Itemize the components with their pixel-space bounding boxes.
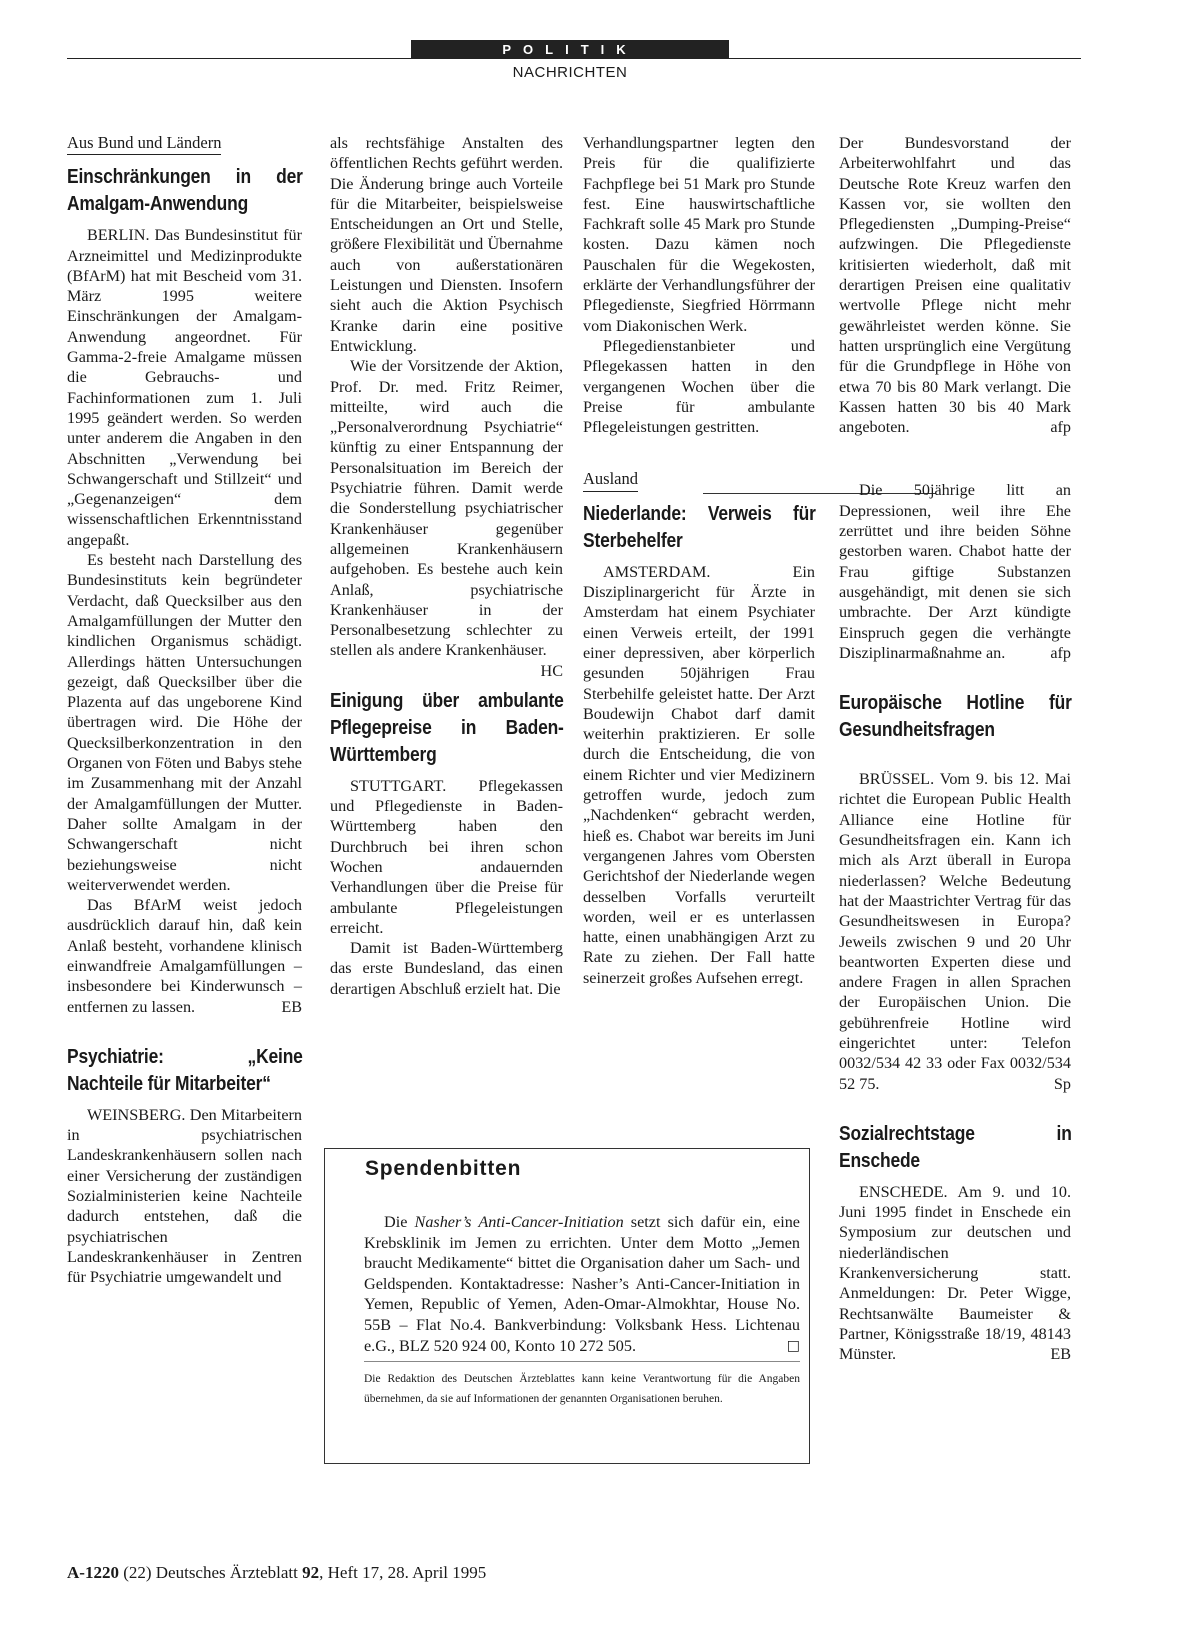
end-mark: □ [786, 1337, 800, 1354]
headline-pflegepreise: Einigung über ambulante Pflegepreise in Baden-Württemberg [330, 688, 564, 766]
kicker-bund-laender: Aus Bund und Ländern [67, 133, 221, 155]
paragraph-text: Das BfArM weist jedoch ausdrücklich darauf hin, daß kein Anlaß besteht, vorhandene klinisch einwandfreie Amalgamfüllungen – insbesondere bei Kinderwunsch – entfernen zu lassen. [67, 896, 302, 1016]
donation-box-divider [364, 1361, 800, 1362]
paragraph: als rechtsfähige Anstalten des öffentlichen Rechts geführt werden. Die Änderung bringe auch Vorteile für die Mitarbeiter, beispielsweise Entscheidungen an Ort und Stelle, größere Flexibilität und Übernahme auch von außerstationären Leistungen und Diensten. Insofern sieht auch die Aktion Psychisch Kranke darin eine positive Entwicklung. [330, 134, 563, 355]
section-banner: POLITIK [411, 40, 729, 59]
donation-text [364, 1212, 800, 1356]
paragraph: WEINSBERG. Den Mitarbeitern in psychiatrischen Landeskrankenhäusern sollen nach einer Versicherung der zuständigen Sozialministerien keine Nachteile dadurch entstehen, daß die psychiatrischen Landeskrankenhäuser in Zentren für Psychiatrie umgewandelt und [67, 1105, 302, 1287]
paragraph: Pflegedienstanbieter und Pflegekassen hatten in den vergangenen Wochen über die Preise für ambulante Pflegeleistungen gestritten. [583, 336, 815, 437]
headline-sozialrechtstage: Sozialrechtstage in Enschede [839, 1121, 1072, 1172]
headline-niederlande: Niederlande: Verweis für Sterbehelfer [583, 501, 816, 552]
editorial-disclaimer: Die Redaktion des Deutschen Ärzteblattes kann keine Verantwortung für die Angaben übernehmen, da sie auf Informationen der genannten Organisationen beruhen. [364, 1373, 800, 1405]
paragraph-text: Die 50jährige litt an Depressionen, weil ihre Ehe zerrüttet und ihre beiden Söhne gestorben waren. Chabot hatte der Frau giftige Substanzen ausgehändigt, mit denen sie sich umbrachte. Der Arzt kündigte Einspruch gegen die verhängte Disziplinarmaßnahme an. [839, 481, 1071, 662]
paragraph-text: Wie der Vorsitzende der Aktion, Prof. Dr. med. Fritz Reimer, mitteilte, wird auch die „Personalverordnung Psychiatrie“ künftig zu einer Entspannung der Personalsituation im Bereich der Psychiatrie führen. Damit werde die Sonderstellung psychiatrischer Krankenhäuser gegenüber allgemeinen Krankenhäusern aufgehoben. Es bestehe auch kein Anlaß, psychiatrische Krankenhäuser in der Personalbesetzung schlechter zu stellen als andere Krankenhäuser. [330, 357, 563, 660]
author-signature: HC [540, 661, 563, 680]
headline-amalgam: Einschränkungen in der Amalgam-Anwendung [67, 165, 303, 216]
paragraph [67, 895, 302, 1017]
donation-text-pre: Die [384, 1213, 415, 1231]
paragraph: STUTTGART. Pflegekassen und Pflegedienste in Baden-Württemberg haben den Durchbruch bei ihren schon Wochen andauernden Verhandlungen über die Preise für ambulante Pflegeleistungen erreicht. [330, 776, 563, 937]
author-signature: EB [281, 997, 302, 1016]
page-number: A-1220 [67, 1563, 119, 1582]
donation-box-title: Spendenbitten [365, 1157, 522, 1180]
column-2 [330, 133, 563, 999]
paragraph: BERLIN. Das Bundesinstitut für Arzneimittel und Medizinprodukte (BfArM) hat mit Bescheid vom 31. März 1995 weitere Einschränkungen der Amalgam-Anwendung angeordnet. Für Gamma-2-freie Amalgame müssen die Gebrauchs- und Fachinformationen zum 1. Juli 1995 geändert werden. So werden unter anderem die Angaben in den Abschnitten „Verwendung bei Schwangerschaft und Stillzeit“ und „Gegenanzeigen“ dem wissenschaftlichen Erkenntnisstand angepaßt. [67, 226, 302, 549]
headline-psychiatrie: Psychiatrie: „Keine Nachteile für Mitarbeiter“ [67, 1044, 303, 1095]
paragraph-text: ENSCHEDE. Am 9. und 10. Juni 1995 findet in Enschede ein Symposium zur deutschen und niederländischen Krankenversicherung statt. Anmeldungen: Dr. Peter Wigge, Rechtsanwälte Baumeister & Partner, Königsstraße 18/19, 48143 Münster. [839, 1182, 1071, 1364]
page-footer [67, 1563, 486, 1583]
column-1 [67, 133, 302, 1288]
author-signature: afp [1050, 418, 1071, 437]
footer-text-pre: (22) Deutsches Ärzteblatt [123, 1563, 303, 1582]
header-rule [67, 58, 1081, 59]
column-4 [839, 133, 1071, 1365]
paragraph [839, 133, 1071, 437]
organisation-name: Nasher’s Anti-Cancer-Initiation [414, 1213, 624, 1231]
column-3 [583, 133, 815, 988]
subsection-label: NACHRICHTEN [512, 64, 628, 81]
paragraph [839, 1182, 1071, 1365]
author-signature: afp [1050, 643, 1071, 662]
kicker-ausland: Ausland [583, 469, 638, 491]
paragraph: Damit ist Baden-Württemberg das erste Bundesland, das einen derartigen Abschluß erzielt hat. Die [330, 939, 563, 998]
author-signature: EB [1050, 1345, 1071, 1364]
paragraph [330, 356, 563, 680]
paragraph [839, 769, 1071, 1094]
paragraph [839, 480, 1071, 663]
footer-text-post: , Heft 17, 28. April 1995 [319, 1563, 487, 1582]
headline-hotline: Europäische Hotline für Gesundheitsfragen [839, 691, 1072, 742]
paragraph-text: Der Bundesvorstand der Arbeiterwohlfahrt und das Deutsche Rote Kreuz warfen den Kassen vor, sie wollten den Pflegediensten „Dumping-Preise“ aufzwingen. Die Pflegedienste kritisierten wiederholt, daß mit derartigen Preisen eine qualitativ wertvolle Pflege nicht mehr gewährleistet werden könne. Sie hatten ursprünglich eine Vergütung für die Grundpflege in Höhe von etwa 70 bis 80 Mark verlangt. Die Kassen hatten 30 bis 40 Mark angeboten. [839, 134, 1071, 437]
donation-box-body [364, 1212, 800, 1356]
donation-box [324, 1148, 810, 1464]
paragraph: Es besteht nach Darstellung des Bundesinstituts kein begründeter Verdacht, daß Quecksilber aus den Amalgamfüllungen der Mutter den kindlichen Organismus schädigt. Allerdings hätten Untersuchungen gezeigt, daß Quecksilber über die Plazenta auf das ungeborene Kind übertragen wird. Die Höhe der Quecksilberkonzentration in den Organen von Föten und Babys stehe im Zusammenhang mit der Anzahl der Amalgamfüllungen der Mutter. Daher sollte Amalgam in der Schwangerschaft nicht beziehungsweise nicht weiterverwendet werden. [67, 551, 302, 894]
paragraph: Verhandlungspartner legten den Preis für die qualifizierte Fachpflege bei 51 Mark pro Stunde fest. Eine hauswirtschaftliche Fachkraft solle 45 Mark pro Stunde kosten. Dazu kämen noch Pauschalen für die Wegekosten, erklärte der Verhandlungsführer der Pflegedienste, Siegfried Hörrmann vom Diakonischen Werk. [583, 134, 815, 335]
paragraph-text: BRÜSSEL. Vom 9. bis 12. Mai richtet die European Public Health Alliance eine Hotline für Gesundheitsfragen ein. Kann ich mich als Arzt überall in Europa niederlassen? Welche Bedeutung hat der Maastrichter Vertrag für das Gesundheitswesen in Europa? Jeweils zwischen 9 und 20 Uhr beantworten Experten diese und andere Fragen in allen Sprachen der Europäischen Union. Die gebührenfreie Hotline wird eingerichtet unter: Telefon 0032/534 42 33 oder Fax 0032/534 52 75. [839, 770, 1071, 1093]
author-signature: Sp [1053, 1074, 1071, 1093]
volume-number: 92 [302, 1563, 320, 1582]
paragraph: AMSTERDAM. Ein Disziplinargericht für Ärzte in Amsterdam hat einem Psychiater einen Verweis erteilt, der 1991 einer depressiven, aber körperlich gesunden 50jährigen Frau Sterbehilfe geleistet hatte. Der Arzt Boudewijn Chabot darf damit weiterhin praktizieren. Er solle durch die Entscheidung, die von einem Richter und vier Medizinern getroffen wurde, jedoch zum „Nachdenken“ gebracht werden, hieß es. Chabot war bereits im Juni vergangenen Jahres vom Obersten Gerichtshof der Niederlande wegen desselben Vorfalls verurteilt worden, weil er es unterlassen hatte, einen unabhängigen Arzt zu Rate zu ziehen. Der Fall hatte seinerzeit großes Aufsehen erregt. [583, 562, 815, 987]
donation-text-post: setzt sich dafür ein, eine Krebsklinik im Jemen zu errichten. Unter dem Motto „Jemen braucht Medikamente“ bittet die Organisation daher um Sach- und Geldspenden. Kontaktadresse: Nasher’s Anti-Cancer-Initiation in Yemen, Republic of Yemen, Aden-Omar-Almokhtar, House No. 55B – Flat No.4. Bankverbindung: Volksbank Hess. Lichtenau e.G., BLZ 520 924 00, Konto 10 272 505. [364, 1213, 800, 1355]
